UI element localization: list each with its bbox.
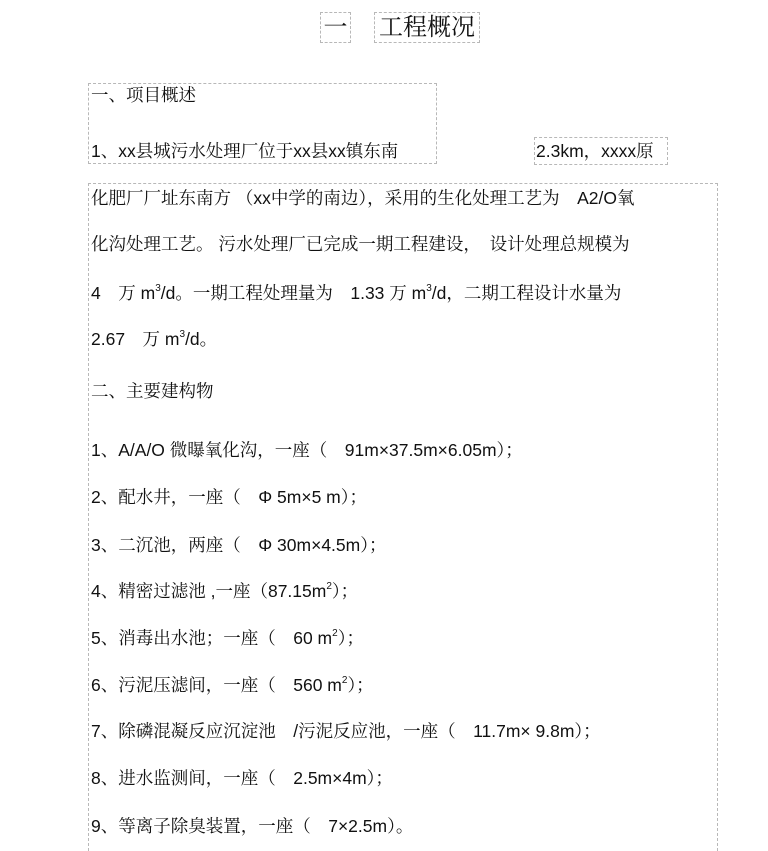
list-item: [91, 815, 413, 837]
list-item-text: 8、进水监测间，一座（ 2.5m×4m）；: [91, 768, 393, 788]
list-item-superscript: 2: [332, 628, 338, 640]
list-item-text: 6、污泥压滤间，一座（ 560 m: [91, 675, 342, 695]
section1-heading: 一、项目概述: [91, 86, 196, 106]
line4-part-b: /d。一期工程处理量为 1.33 万 m: [160, 283, 427, 303]
list-item-tail: ）；: [331, 581, 359, 601]
list-item-text: 5、消毒出水池；一座（ 60 m: [91, 628, 333, 648]
line5-sup: 3: [179, 329, 186, 341]
list-item-text: 2、配水井，一座（ Φ 5m×5 m）；: [91, 487, 368, 507]
list-item: [91, 767, 393, 789]
section1-para-line2: 化肥厂厂址东南方 （xx中学的南边），采用的生化处理工艺为 A2/O氧: [91, 188, 635, 208]
line5-part-a: 2.67 万 m: [91, 329, 180, 349]
list-item: [91, 580, 358, 602]
title-number: [320, 12, 351, 43]
list-item: [91, 627, 364, 649]
section1-para-line1-a: 1、xx县城污水处理厂位于xx县xx镇东南: [91, 141, 399, 161]
list-item: [91, 486, 367, 508]
list-item-tail: ）；: [347, 675, 374, 695]
list-item-text: 4、精密过滤池 ,一座（87.15m: [91, 581, 327, 601]
list-item-superscript: 2: [326, 581, 332, 593]
list-item-text: 7、除磷混凝反应沉淀池 /污泥反应池，一座（ 11.7m× 9.8m）；: [91, 721, 601, 741]
line4-part-a: 4 万 m: [91, 283, 156, 303]
list-item-superscript: 2: [341, 675, 348, 687]
list-item: [91, 534, 386, 556]
list-item-text: 1、A/A/O 微曝氧化沟，一座（ 91m×37.5m×6.05m）；: [91, 440, 523, 460]
page-title-text: 工程概况: [379, 13, 475, 41]
section1-para-line5: [91, 328, 217, 350]
list-item-text: 9、等离子除臭装置，一座（ 7×2.5m）。: [91, 816, 414, 836]
section1-para-line3: 化沟处理工艺。 污水处理厂已完成一期工程建设， 设计处理总规模为: [91, 234, 630, 254]
title-number-text: 一: [323, 13, 348, 41]
line4-sup-1: 3: [155, 283, 161, 295]
section2-heading: 二、主要建构物: [91, 382, 214, 402]
page-title: [374, 12, 480, 43]
list-item: [91, 439, 523, 461]
line4-part-c: /d，二期工程设计水量为: [431, 283, 622, 303]
section1-para-line4: [91, 282, 621, 304]
line5-part-b: /d。: [185, 329, 218, 349]
list-item: [91, 674, 374, 696]
list-item-text: 3、二沉池，两座（ Φ 30m×4.5m）；: [91, 535, 387, 555]
list-item: [91, 720, 601, 742]
line4-sup-2: 3: [426, 283, 432, 295]
list-item-tail: ）；: [337, 628, 364, 648]
section1-para-line1-b: 2.3km，xxxx原: [536, 141, 654, 161]
